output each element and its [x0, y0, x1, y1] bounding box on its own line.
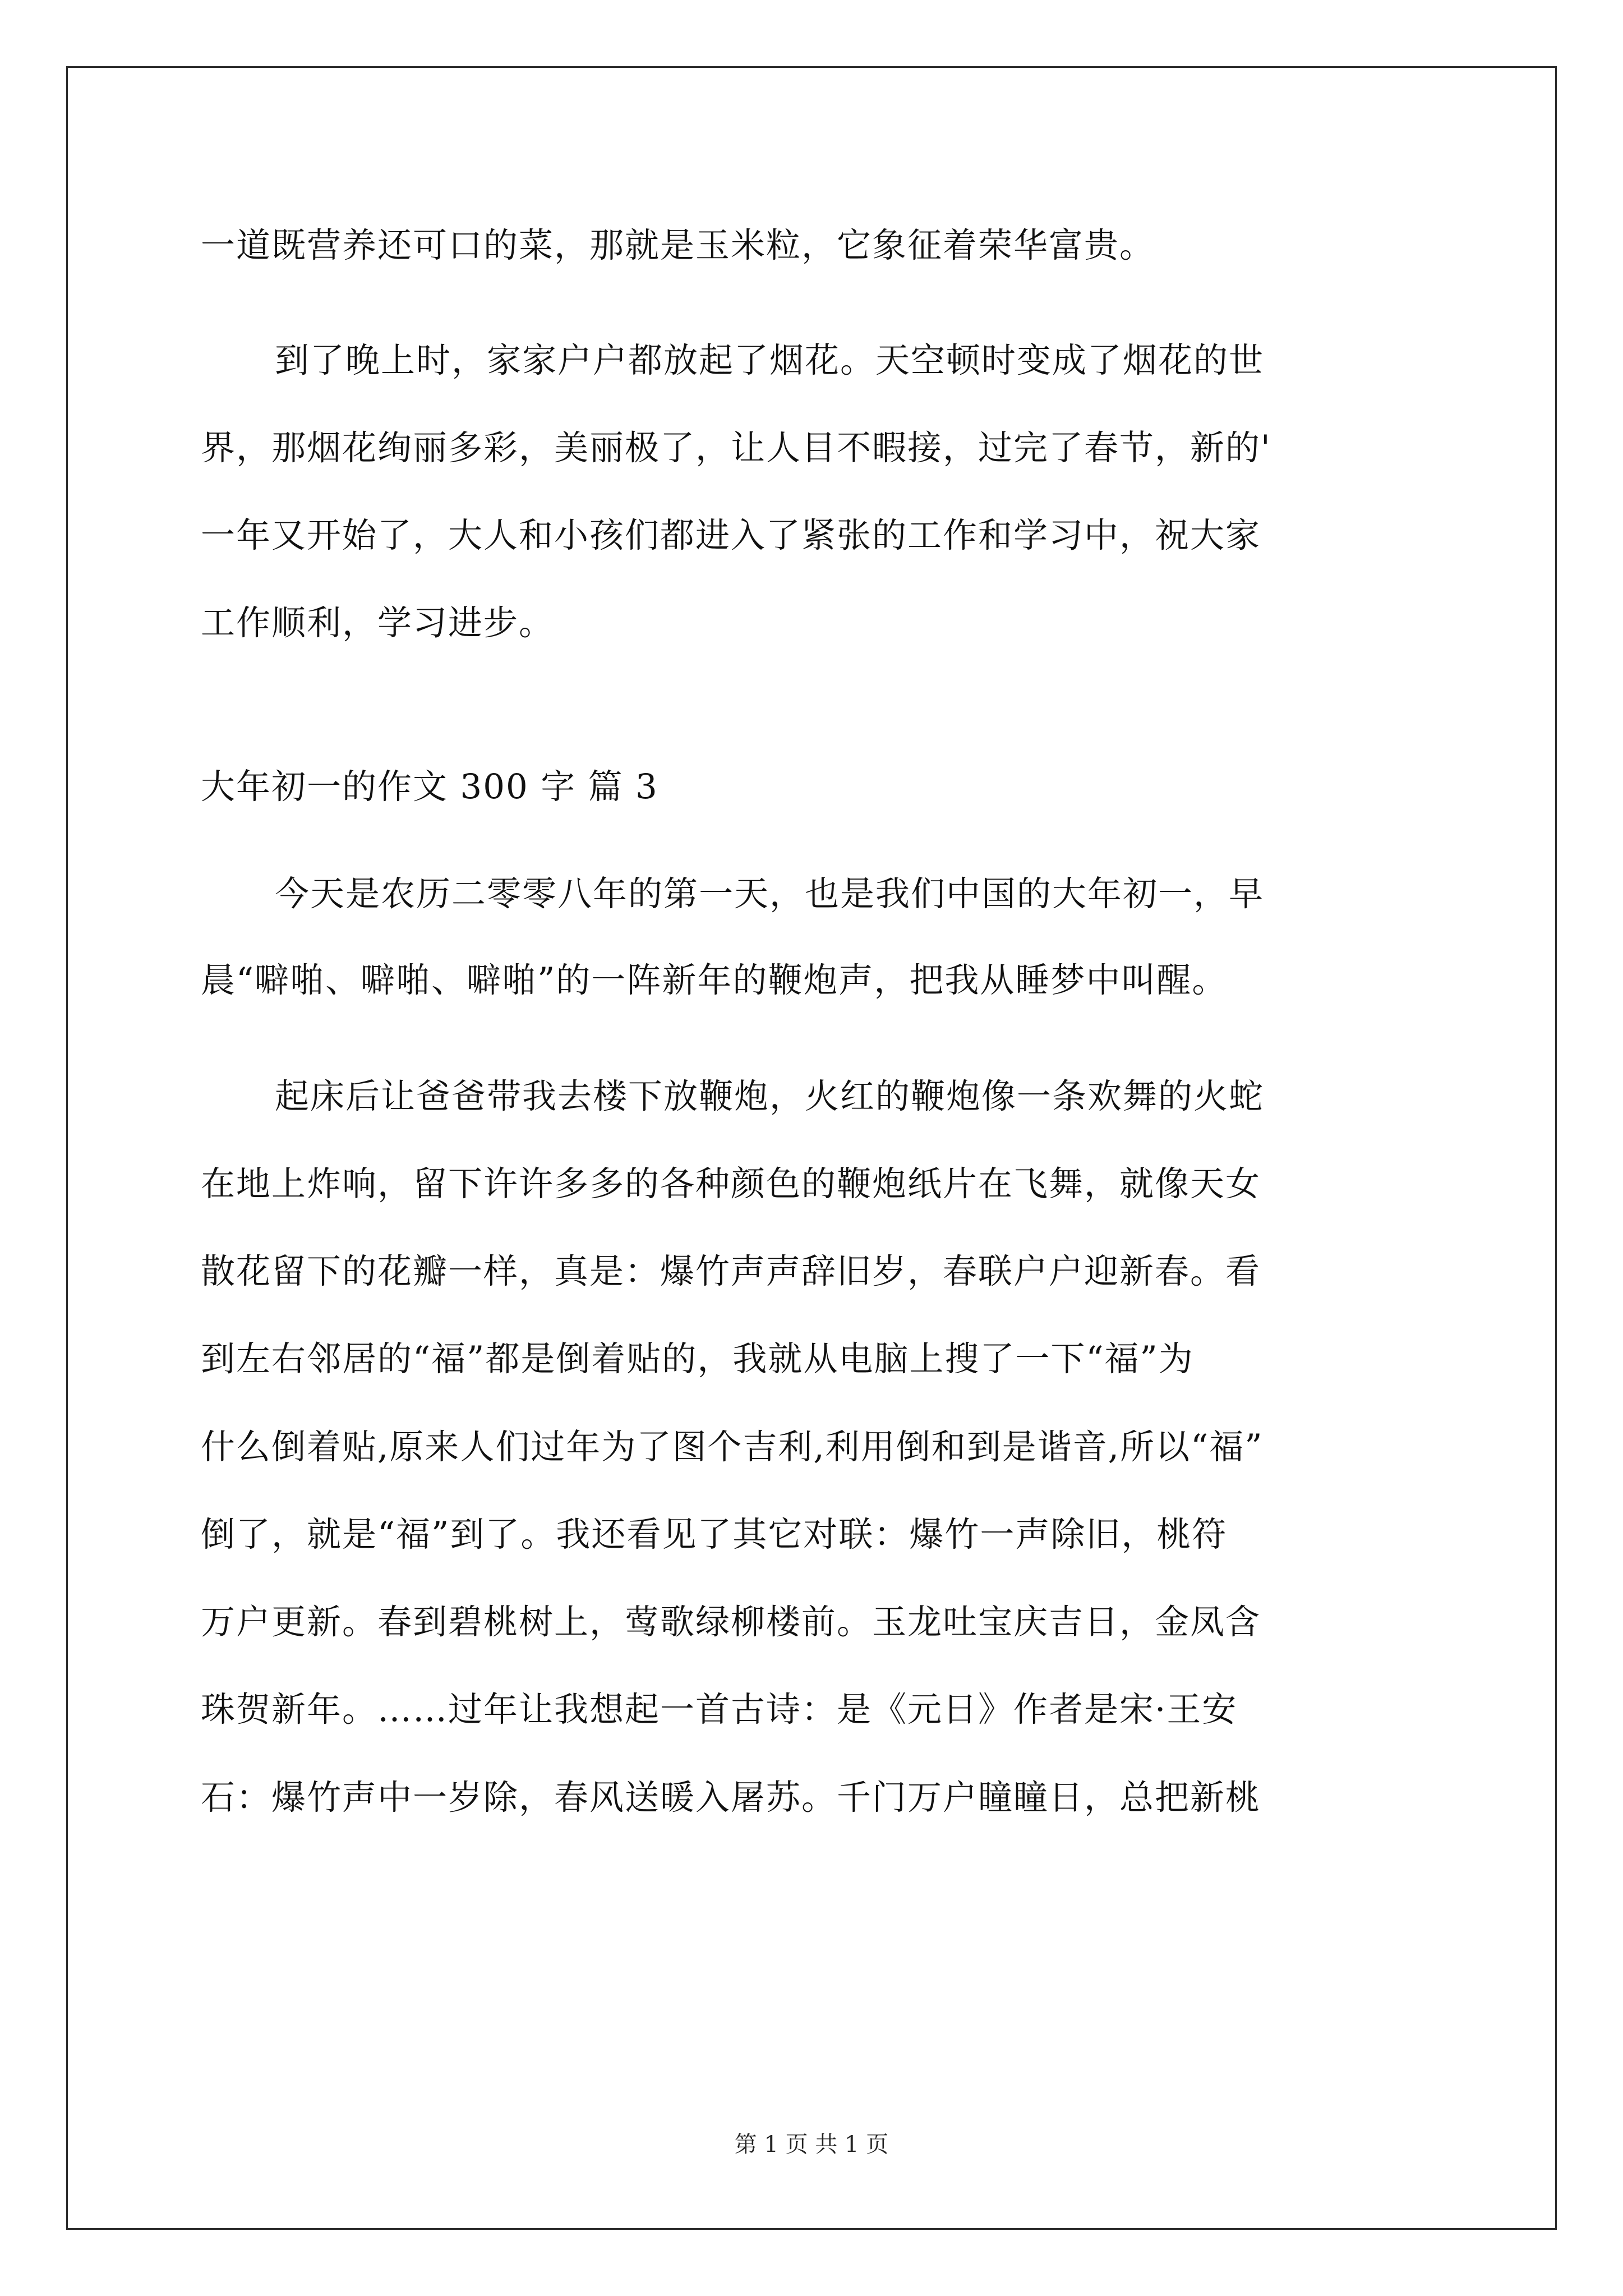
- text-line: 一年又开始了，大人和小孩们都进入了紧张的工作和学习中，祝大家: [201, 516, 1261, 555]
- text-line: 万户更新。春到碧桃树上，莺歌绿柳楼前。玉龙吐宝庆吉日，金凤含: [201, 1602, 1261, 1642]
- text-line: 到了晚上时，家家户户都放起了烟花。天空顿时变成了烟花的世: [275, 341, 1265, 380]
- text-line: 在地上炸响，留下许许多多的各种颜色的鞭炮纸片在飞舞，就像天女: [201, 1164, 1261, 1204]
- text-line: 什么倒着贴,原来人们过年为了图个吉利,利用倒和到是谐音,所以“福”: [201, 1427, 1264, 1467]
- text-line: 石：爆竹声中一岁除，春风送暖入屠苏。千门万户瞳瞳日，总把新桃: [201, 1778, 1261, 1818]
- text-line: 晨“噼啪、噼啪、噼啪”的一阵新年的鞭炮声，把我从睡梦中叫醒。: [201, 960, 1228, 1000]
- text-line: 起床后让爸爸带我去楼下放鞭炮，火红的鞭炮像一条欢舞的火蛇: [275, 1076, 1265, 1116]
- page-border: [66, 66, 1557, 2230]
- text-line: 散花留下的花瓣一样，真是：爆竹声声辞旧岁，春联户户迎新春。看: [201, 1251, 1261, 1291]
- text-line: 工作顺利，学习进步。: [201, 603, 555, 643]
- section-heading: 大年初一的作文 300 字 篇 3: [201, 767, 658, 807]
- text-line: 到左右邻居的“福”都是倒着贴的，我就从电脑上搜了一下“福”为: [201, 1339, 1194, 1379]
- page-footer: 第 1 页 共 1 页: [734, 2132, 889, 2157]
- text-line: 倒了，就是“福”到了。我还看见了其它对联：爆竹一声除旧，桃符: [201, 1515, 1228, 1554]
- text-line: 今天是农历二零零八年的第一天，也是我们中国的大年初一，早: [275, 874, 1265, 914]
- text-line: 珠贺新年。……过年让我想起一首古诗：是《元日》作者是宋·王安: [201, 1690, 1238, 1729]
- text-line: 一道既营养还可口的菜，那就是玉米粒，它象征着荣华富贵。: [201, 226, 1155, 265]
- text-line: 界，那烟花绚丽多彩，美丽极了，让人目不暇接，过完了春节，新的': [201, 428, 1271, 468]
